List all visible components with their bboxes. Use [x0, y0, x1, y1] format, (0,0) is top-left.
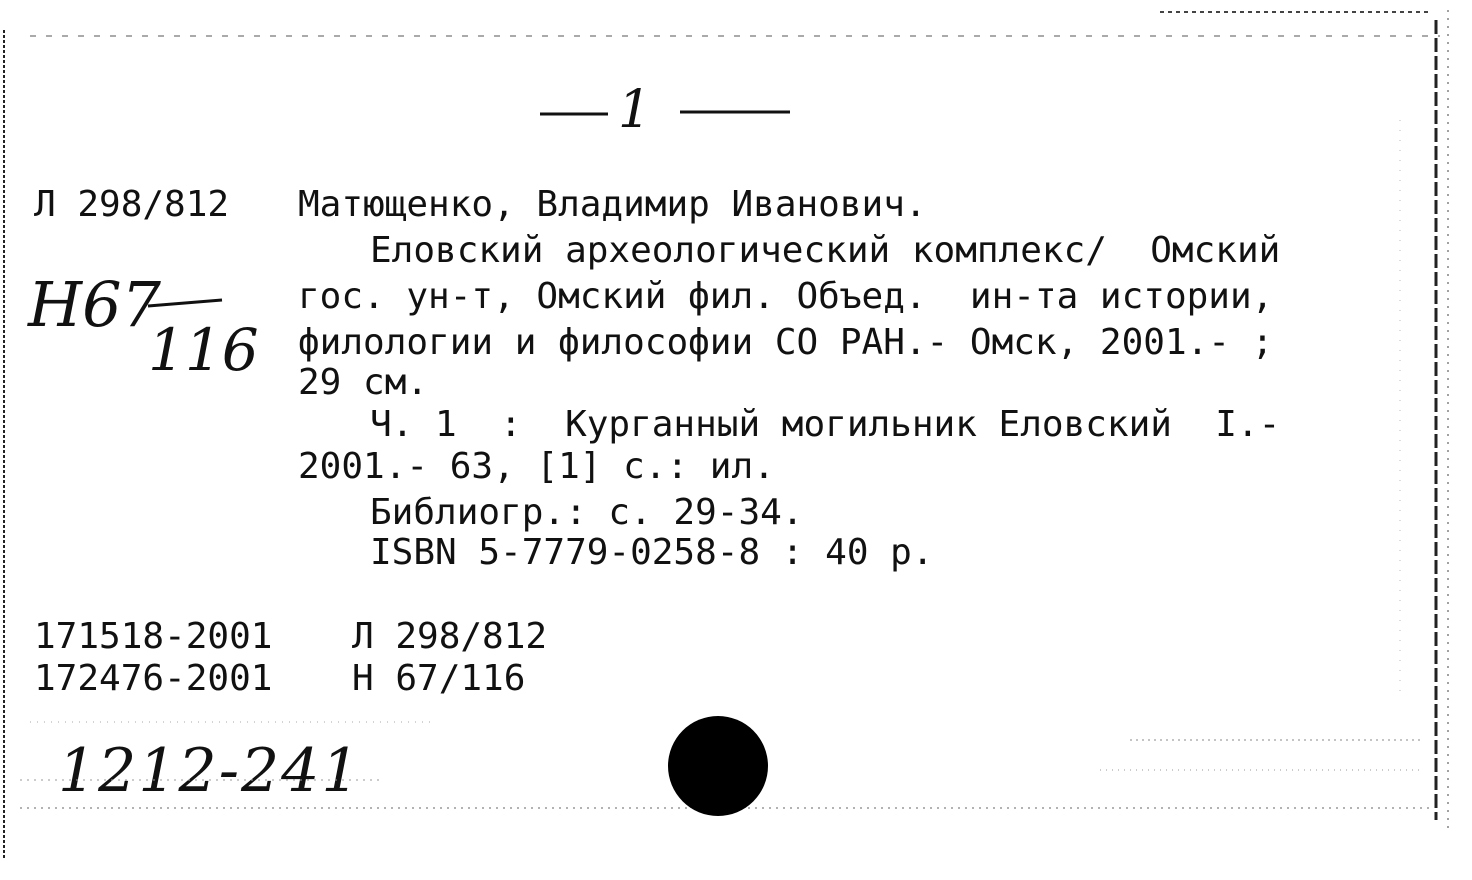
bibliography-note: Библиогр.: с. 29-34.	[370, 492, 804, 533]
inventory-code: Н 67/116	[352, 658, 526, 699]
title-line: филологии и философии СО РАН.- Омск, 2001.- ;	[298, 322, 1274, 363]
shelf-mark: Л 298/812	[34, 184, 230, 225]
title-line: гос. ун-т, Омский фил. Объед. ин-та истории,	[298, 276, 1274, 317]
handwritten-class-bottom: 116	[148, 316, 259, 384]
title-line: 29 см.	[298, 362, 429, 403]
isbn-price: ISBN 5-7779-0258-8 : 40 р.	[370, 532, 934, 573]
part-line: Ч. 1 : Курганный могильник Еловский I.-	[370, 404, 1281, 445]
card-number: 1	[618, 80, 652, 140]
handwritten-class-top: Н67	[28, 268, 161, 341]
inventory-code: Л 298/812	[352, 616, 548, 657]
title-line: Еловский археологический комплекс/ Омский	[370, 230, 1281, 271]
inventory-number: 171518-2001	[34, 616, 273, 657]
handwritten-footer: 1212-241	[58, 736, 362, 806]
inventory-number: 172476-2001	[34, 658, 273, 699]
part-line: 2001.- 63, [1] с.: ил.	[298, 446, 775, 487]
author-heading: Матющенко, Владимир Иванович.	[298, 184, 927, 225]
